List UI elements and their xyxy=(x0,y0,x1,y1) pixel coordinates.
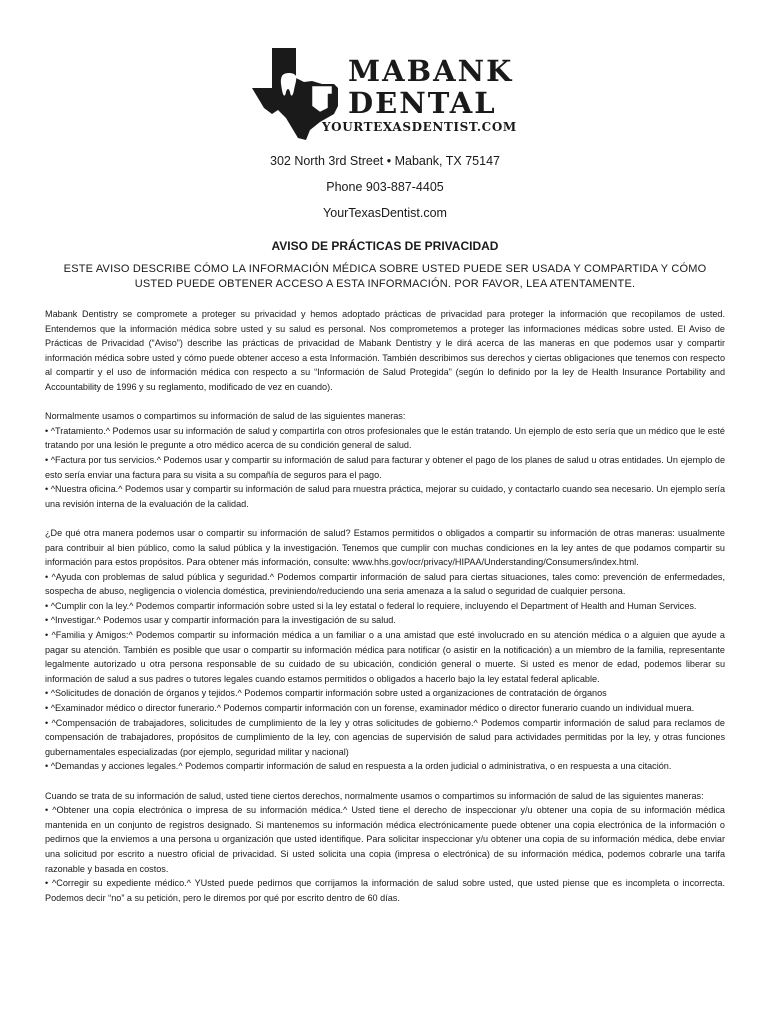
list-item: • ^Demandas y acciones legales.^ Podemos compartir información de salud en respuesta a la orden judicial o administrativa, o en respuesta a una citación. xyxy=(45,761,672,772)
list-item: • ^Obtener una copia electrónica o impresa de su información médica.^ Usted tiene el derecho de inspeccionar y/u obtener una copia de su información médica mantenida en un conjunto de registros designado. Si mantenemos su información médica electrónicamente puede obtener una copia electrónica de la información o pedirnos que la enviemos a una persona u organización que usted identifique. Para solicitar inspeccionar y/u obtener una copia de su información médica, debe enviar una solicitud por escrito a nuestro oficial de privacidad. Si usted solicita una copia (impresa o electrónica) de su información médica, podemos cobrarle una tarifa razonable y basada en costos. xyxy=(45,805,725,874)
intro-paragraph: Mabank Dentistry se compromete a proteger su privacidad y hemos adoptado prácticas de privacidad para proteger la información que recopilamos de usted. Entendemos que la información médica sobre usted y su salud es personal. Nos comprometemos a proteger las informaciones médicas sobre usted. El Aviso de Prácticas de Privacidad (“Aviso”) describe las prácticas de privacidad de Mabank Dentistry y le dirá acerca de las maneras en que podemos usar y compartir información médica sobre usted y cómo puede obtener acceso a esta Información. También describimos sus derechos y ciertas obligaciones que tenemos con respecto al compartir y el uso de información médica con respecto a su “Información de Salud Protegida” (según lo definido por la ley de Health Insurance Portability and Accountability de 1996 y su reglamento, modificado de vez en cuando). xyxy=(45,309,725,392)
uses-intro: Normalmente usamos o compartimos su información de salud de las siguientes maneras: xyxy=(45,411,406,422)
list-item: • ^Cumplir con la ley.^ Podemos compartir información sobre usted si la ley estatal o federal lo requiere, incluyendo el Department of Health and Human Services. xyxy=(45,600,697,611)
list-item: • ^Solicitudes de donación de órganos y tejidos.^ Podemos compartir información sobre usted a organizaciones de contratación de órganos xyxy=(45,688,607,699)
rights-intro: Cuando se trata de su información de salud, usted tiene ciertos derechos, normalmente usamos o compartimos su información de salud de las siguientes maneras: xyxy=(45,790,704,801)
notice-body xyxy=(45,307,725,905)
notice-title: AVISO DE PRÁCTICAS DE PRIVACIDAD xyxy=(271,239,499,253)
list-item: • ^Corregir su expediente médico.^ YUsted puede pedirnos que corrijamos la información de salud sobre usted, que usted piense que es incompleta o incorrecta. Podemos decir “no” a su petición, pero le diremos por qué por escrito dentro de 60 días. xyxy=(45,878,725,903)
mabank-dental-logo xyxy=(250,46,530,142)
list-item: • ^Ayuda con problemas de salud pública y seguridad.^ Podemos compartir información de salud para ciertas situaciones, tales como: prevención de enfermedades, sospecha de abuso, negligencia o violencia doméstica, previniendo/reduciendo una seria amenaza a la salud o seguridad de cualquier persona. xyxy=(45,571,725,597)
list-item: • ^Compensación de trabajadores, solicitudes de cumplimiento de la ley y otras solicitudes de gobierno.^ Podemos compartir información de salud para reclamos de compensación de trabajadores, propósitos de cumplimiento de la ley, con agencias de supervisión de salud para actividades permitidas por la ley, y otras funciones gubernamentales especializadas (por ejemplo, seguridad militar y nacional) xyxy=(45,717,725,757)
list-item: • ^Examinador médico o director funerario.^ Podemos compartir información con un forense, examinador médico o director funerario cuando un individual muera. xyxy=(45,703,695,714)
website-link[interactable]: YourTexasDentist.com xyxy=(323,206,447,220)
brand-name-line1: MABANK xyxy=(348,54,514,88)
other-uses-intro: ¿De qué otra manera podemos usar o compartir su información de salud? Estamos permitidos o obligados a compartir su información de otras maneras: usualmente para contribuir al bien público, como la salud pública y la investigación. Tenemos que cumplir con muchas condiciones en la ley antes de que podamos compartir su información para estos propósitos. Para obtener más información, consulte: www.hhs.gov/ocr/privacy/HIPAA/Understanding/Consumers/index.html. xyxy=(45,527,725,568)
phone-line: Phone 903-887-4405 xyxy=(326,180,444,194)
brand-name-line2: DENTAL xyxy=(348,86,497,120)
notice-subtitle: ESTE AVISO DESCRIBE CÓMO LA INFORMACIÓN MÉDICA SOBRE USTED PUEDE SER USADA Y COMPARTIDA Y CÓMO USTED PUEDE OBTENER ACCESO A ESTA INFORMACIÓN. POR FAVOR, LEA ATENTAMENTE. xyxy=(63,263,707,290)
brand-url: YOURTEXASDENTIST.COM xyxy=(322,120,517,134)
list-item: • ^Tratamiento.^ Podemos usar su información de salud y compartirla con otros profesionales que le están tratando. Un ejemplo de esto sería que un médico que le esté tratando por una lesión le pregunte a otro médico acerca de su condición general de salud. xyxy=(45,425,725,451)
list-item: • ^Familia y Amigos:^ Podemos compartir su información médica a un familiar o a una amistad que esté involucrado en su atención médica o a alguien que ayude a pagar su atención. También es posible que usar o compartir su información médica para notificar (o asistir en la notificación) a un miembro de la familia, representante legalmente autorizado u otra persona responsable de su cuidado de su ubicación, condición general o muerte. Si usted es menor de edad, podemos liberar su información de salud a sus padres o tutores legales cuando estamos permitidos o obligados a hacerlo bajo la ley estatal federal aplicable. xyxy=(45,630,725,684)
list-item: • ^Factura por tus servicios.^ Podemos usar y compartir su información de salud para facturar y obtener el pago de los planes de salud u otras entidades. Un ejemplo de esto sería enviar una factura para su visita a su compañía de seguros para el pago. xyxy=(45,454,725,480)
list-item: • ^Investigar.^ Podemos usar y compartir información para la investigación de su salud. xyxy=(45,615,396,626)
list-item: • ^Nuestra oficina.^ Podemos usar y compartir su información de salud para rnuestra práctica, mejorar su cuidado, y contactarlo cuando sea necesario. Un ejemplo sería una revisión interna de la evaluación de la calidad. xyxy=(45,484,725,509)
address-line: 302 North 3rd Street • Mabank, TX 75147 xyxy=(270,154,500,168)
